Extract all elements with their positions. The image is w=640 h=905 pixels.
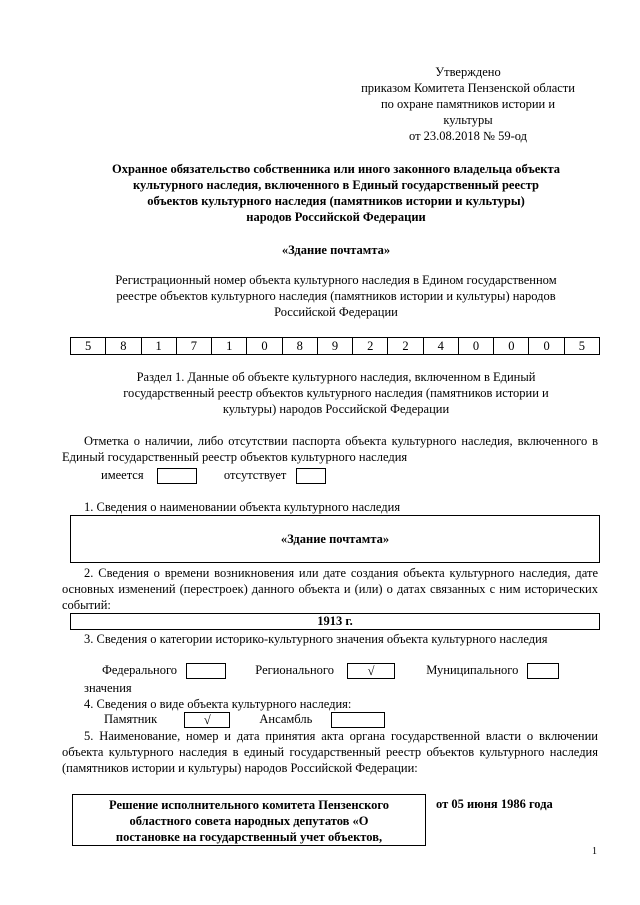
reg-digit: 1 (212, 338, 247, 355)
label-line: Российской Федерации (274, 305, 398, 319)
municipal-label: Муниципального (426, 663, 519, 677)
regional-checkbox[interactable]: √ (347, 663, 395, 679)
passport-options (101, 467, 326, 484)
reg-digit: 7 (176, 338, 211, 355)
item-2-value: 1913 г. (70, 613, 600, 630)
approval-date: от 23.08.2018 № 59-од (408, 129, 527, 143)
item-5-act-date: от 05 июня 1986 года (436, 797, 553, 811)
item-4-label: 4. Сведения о виде объекта культурного наследия: (84, 697, 352, 711)
reg-digit: 5 (71, 338, 106, 355)
monument-label: Памятник (104, 712, 158, 726)
passport-text-content: Отметка о наличии, либо отсутствии паспорта объекта культурного наследия, включенного в Единый государственный реестр объектов культурного наследия (62, 434, 598, 464)
municipal-checkbox[interactable] (527, 663, 559, 679)
item-5-label-text: 5. Наименование, номер и дата принятия акта органа государственной власти о включении объекта культурного наследия в единый государственный реестр объектов культурного наследия (памятников истории и культуры) народов Российской Федерации: (62, 729, 598, 775)
item-3-suffix: значения (84, 681, 132, 695)
reg-digit: 0 (247, 338, 282, 355)
item-4-options (104, 711, 385, 728)
ensemble-label: Ансамбль (259, 712, 313, 726)
approval-line: культуры (443, 113, 493, 127)
reg-digit: 8 (106, 338, 141, 355)
passport-text (62, 433, 598, 465)
item-3-label-text: 3. Сведения о категории историко-культурного значения объекта культурного наследия (84, 632, 548, 646)
label-line: реестре объектов культурного наследия (памятников истории и культуры) народов (116, 289, 556, 303)
reg-digit: 2 (353, 338, 388, 355)
reg-digit: 1 (141, 338, 176, 355)
registration-number-label (66, 272, 606, 320)
item-2-label (62, 565, 598, 613)
regional-label: Регионального (255, 663, 334, 677)
item-3-options (102, 662, 559, 679)
reg-digit: 0 (458, 338, 493, 355)
act-line: Решение исполнительного комитета Пензенского (109, 798, 389, 812)
section-line: Раздел 1. Данные об объекте культурного наследия, включенном в Единый (136, 370, 536, 384)
reg-digit: 5 (564, 338, 599, 355)
title-line: культурного наследия, включенного в Единый государственный реестр (133, 178, 539, 192)
approval-block (336, 64, 600, 144)
act-line: областного совета народных депутатов «О (129, 814, 369, 828)
section-line: государственный реестр объектов культурного наследия (памятников истории и (123, 386, 549, 400)
reg-digit: 0 (494, 338, 529, 355)
reg-digit: 4 (423, 338, 458, 355)
reg-digit: 8 (282, 338, 317, 355)
passport-absent-checkbox[interactable] (296, 468, 326, 484)
monument-checkbox[interactable]: √ (184, 712, 230, 728)
passport-has-label: имеется (101, 468, 144, 482)
approval-line: по охране памятников истории и (380, 97, 556, 111)
item-1-label: 1. Сведения о наименовании объекта культурного наследия (84, 500, 401, 514)
section-1-heading (66, 369, 606, 417)
item-1-value: «Здание почтамта» (70, 515, 600, 563)
ensemble-checkbox[interactable] (331, 712, 385, 728)
passport-has-checkbox[interactable] (157, 468, 197, 484)
title-line: Охранное обязательство собственника или иного законного владельца объекта (111, 162, 561, 176)
document-title (66, 161, 606, 225)
federal-label: Федерального (102, 663, 178, 677)
item-3-label (62, 631, 598, 647)
reg-digit: 2 (388, 338, 423, 355)
federal-checkbox[interactable] (186, 663, 226, 679)
item-5-act-name (72, 794, 426, 846)
passport-absent-label: отсутствует (223, 468, 287, 482)
reg-digit: 9 (317, 338, 352, 355)
registration-number-grid (70, 337, 600, 355)
title-line: объектов культурного наследия (памятников истории и культуры) (147, 194, 525, 208)
section-line: культуры) народов Российской Федерации (222, 402, 450, 416)
approval-line: Утверждено (435, 65, 501, 79)
page-number: 1 (592, 846, 597, 857)
item-2-label-text: 2. Сведения о времени возникновения или дате создания объекта культурного наследия, дате основных изменений (перестроек) данного объекта и (или) о датах связанных с ним исторических событий: (62, 566, 598, 612)
act-line: постановке на государственный учет объектов, (115, 830, 383, 844)
reg-digit: 0 (529, 338, 564, 355)
label-line: Регистрационный номер объекта культурного наследия в Едином государственном (115, 273, 557, 287)
approval-line: приказом Комитета Пензенской области (361, 81, 575, 95)
object-name-heading: «Здание почтамта» (281, 243, 391, 257)
title-line: народов Российской Федерации (246, 210, 426, 224)
item-5-label (62, 728, 598, 776)
